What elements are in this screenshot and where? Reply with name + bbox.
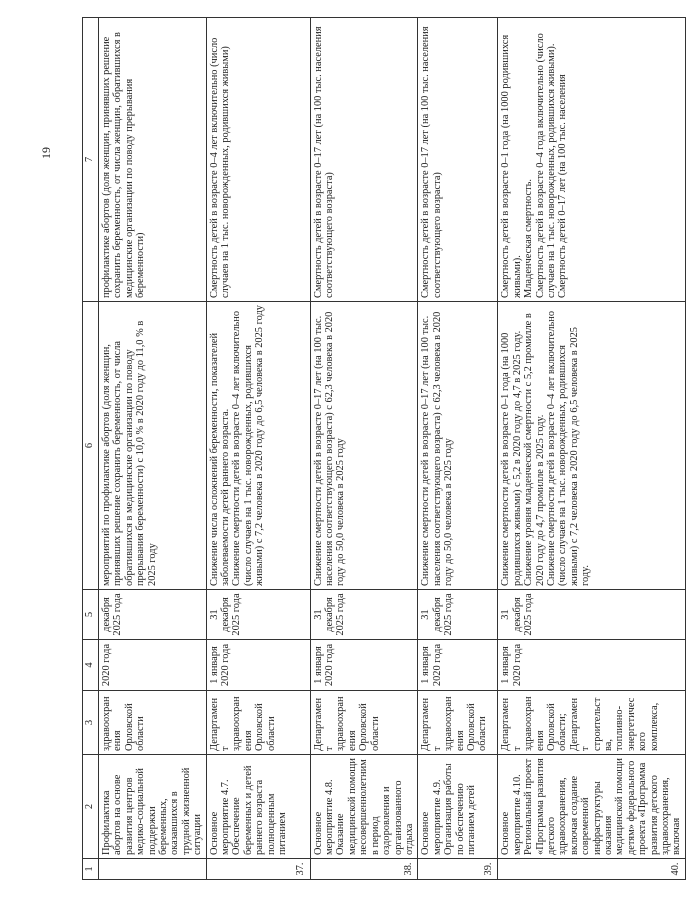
header-cell: 3 [83,691,99,755]
end-date-cell: 31 декабря 2025 года [310,590,418,640]
end-date-cell: 31 декабря 2025 года [498,590,686,640]
expected-result-line: Снижение смертности детей в возрасте 0–4 лет включительно (число случаев на 1 тыс. новорожденных, родившихся живыми) с 7,2 человека в 2020 году до 6,5 человека в 2025 году. [545,310,592,586]
expected-result-line: Снижение смертности детей в возрасте 0–4 лет включительно (число случаев на 1 тыс. новорожденных, родившихся живыми) с 7,2 человека в 2020 году до 6,5 человека в 2025 году [231,305,266,586]
target-indicator-cell: профилактике абортов (доля женщин, принявших решение сохранить беременность, от числа женщин, обратившихся в медицинские организации по поводу прерывания беременности) [99,18,207,302]
start-date-cell: 1 января 2020 года [498,640,686,691]
row-number-cell: 40. [498,859,686,880]
start-date-cell: 2020 года [99,640,207,691]
expected-result-line: Снижение смертности детей в возрасте 0–1 года (на 1000 родившихся живыми) с 5,2 в 2020 году до 4,7 в 2025 году. [500,330,523,586]
expected-result-line: Снижение уровня младенческой смертности с 5,2 промилле в 2020 году до 4,7 промилле в 2025 году. [523,313,546,586]
table-row [206,18,310,880]
measures-table [82,17,686,880]
start-date-cell: 1 января 2020 года [418,640,498,691]
header-cell: 4 [83,640,99,691]
measure-name-cell: Основное мероприятие 4.8. Оказание медицинской помощи несовершеннолетним в период оздоровления и организованного отдыха [310,755,418,859]
target-indicator-cell: Смертность детей в возрасте 0–4 лет включительно (число случаев на 1 тыс. новорожденных, родившихся живыми) [206,18,310,302]
target-indicator-line: Смертность детей в возрасте 0–4 года включительно (число случаев на 1 тыс. новорожденных, родившихся живыми). [534,33,557,298]
document-table-rotated [82,18,683,880]
measure-name-cell: Основное мероприятие 4.7. Обеспечение беременных и детей раннего возраста полноценным питанием [206,755,310,859]
executor-cell: Департамент здравоохранения Орловской области [310,691,418,755]
target-indicator-cell: Смертность детей в возрасте 0–17 лет (на 100 тыс. населения соответствующего возраста) [418,18,498,302]
target-indicator-line: Младенческая смертность. [523,179,535,298]
target-indicator-cell: Смертность детей в возрасте 0–17 лет (на 100 тыс. населения соответствующего возраста) [310,18,418,302]
measure-name-cell: Профилактика абортов на основе развития центров медико-социальной поддержки беременных, оказавшихся в трудной жизненной ситуации [99,755,207,859]
table-row [99,18,207,880]
start-date-cell: 1 января 2020 года [310,640,418,691]
expected-result-cell [498,302,686,590]
expected-result-line: Снижение числа осложнений беременности, показателей заболеваемости детей раннего возраста. [208,332,232,586]
page-number: 19 [39,147,53,159]
header-cell: 7 [83,18,99,302]
row-number-cell: 39. [418,859,498,880]
row-number-cell: 38. [310,859,418,880]
header-cell: 1 [83,859,99,880]
row-number-cell: 37. [206,859,310,880]
expected-result-cell [206,302,310,590]
measure-name-cell: Основное мероприятие 4.9. Организация работы по обеспечению питанием детей [418,755,498,859]
end-date-cell: 31 декабря 2025 года [206,590,310,640]
table-row [310,18,418,880]
table-row [498,18,686,880]
target-indicator-line: Смертность детей 0–17 лет (на 100 тыс. населения [557,74,569,298]
end-date-cell: 31 декабря 2025 года [418,590,498,640]
executor-cell: здравоохранения Орловской области [99,691,207,755]
executor-cell: Департамент здравоохранения Орловской области; Департамент строительства, топливно-энергетического комплекса, [498,691,686,755]
table-row [418,18,498,880]
executor-cell: Департамент здравоохранения Орловской области [206,691,310,755]
target-indicator-line: Смертность детей в возрасте 0–1 года (на 1000 родившихся живыми). [500,34,523,298]
expected-result-cell: Снижение смертности детей в возрасте 0–17 лет (на 100 тыс. населения соответствующего возраста) с 62,3 человека в 2020 году до 50,0 человека в 2025 году [418,302,498,590]
table-header-row [83,18,99,880]
expected-result-cell: мероприятий по профилактике абортов (доля женщин, принявших решение сохранить беременность, от числа обратившихся в медицинские организации по поводу прерывания беременности) с 10,0 % в 2020 году до 11,0 % в 2025 году [99,302,207,590]
header-cell: 2 [83,755,99,859]
target-indicator-cell [498,18,686,302]
measure-name-cell: Основное мероприятие 4.10. Региональный проект «Программа развития детского здравоохранения, включая создание современной инфраструктуры оказания медицинской помощи детям» федерального проекта «Программа развития детского здравоохранения, включая [498,755,686,859]
expected-result-cell: Снижение смертности детей в возрасте 0–17 лет (на 100 тыс. населения соответствующего возраста) с 62,3 человека в 2020 году до 50,0 человека в 2025 году [310,302,418,590]
header-cell: 6 [83,302,99,590]
row-number-cell [99,859,207,880]
executor-cell: Департамент здравоохранения Орловской области [418,691,498,755]
start-date-cell: 1 января 2020 года [206,640,310,691]
end-date-cell: декабря 2025 года [99,590,207,640]
header-cell: 5 [83,590,99,640]
